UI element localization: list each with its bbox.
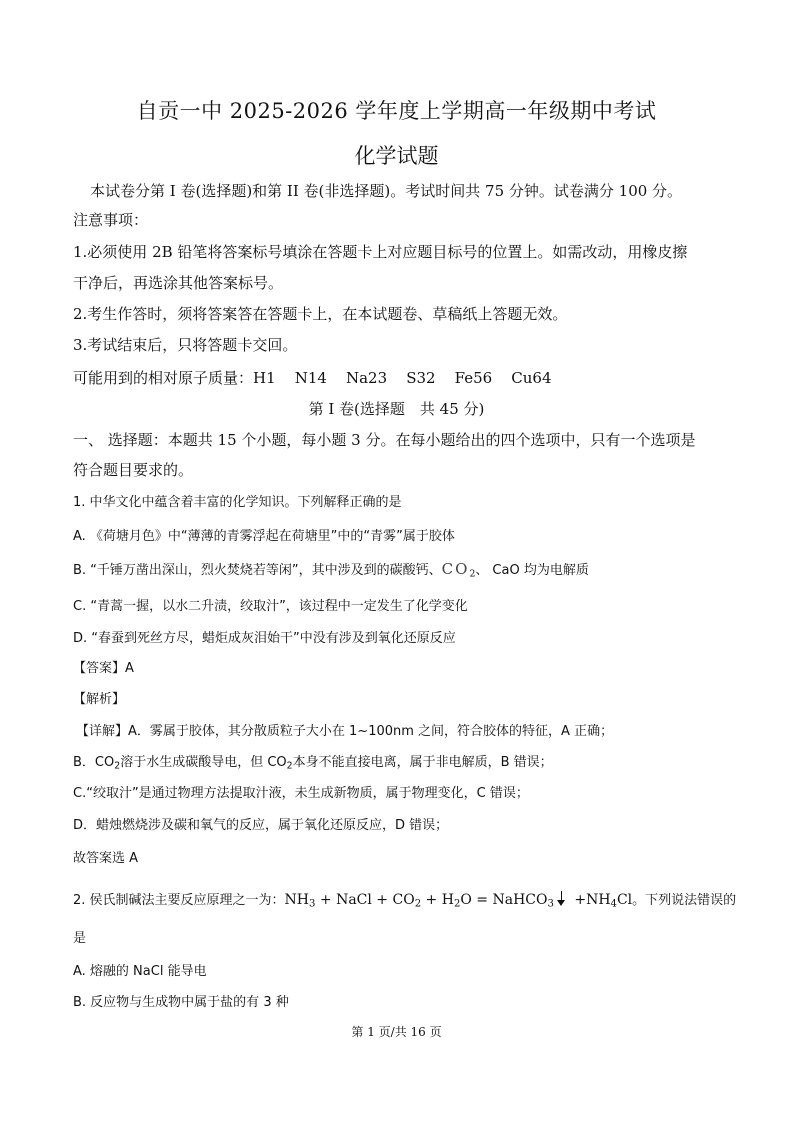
section-instruction-line-2: 符合题目要求的。 <box>73 461 194 479</box>
question-1-answer: 【答案】A <box>73 661 134 676</box>
question-2-option-a: A. 熔融的 NaCl 能导电 <box>73 964 207 979</box>
question-1-detail-a: 【详解】A．雾属于胶体，其分散质粒子大小在 1~100nm 之间，符合胶体的特征，A 正确； <box>76 724 614 739</box>
precipitate-arrow-icon <box>556 891 568 907</box>
question-2-equation: $NH_3$ + NaCl + $CO_2 + H_2O$ = NaHCO$_3$ $+NH_4Cl$ <box>284 892 633 910</box>
note-3: 3.考试结束后，只将答题卡交回。 <box>73 336 298 354</box>
note-1-line-1: 1.必须使用 2B 铅笔将答案标号填涂在答题卡上对应题目标号的位置上。如需改动，用橡皮擦 <box>73 243 688 261</box>
question-2-stem-line-2: 是 <box>73 931 87 946</box>
note-2: 2.考生作答时，须将答案答在答题卡上，在本试题卷、草稿纸上答题无效。 <box>73 305 568 323</box>
question-1-option-c: C. “青蒿一握，以水二升渍，绞取汁”，该过程中一定发生了化学变化 <box>73 599 468 614</box>
exam-subtitle: 化学试题 <box>354 144 439 168</box>
page-footer: 第 1 页/共 16 页 <box>351 1025 442 1039</box>
question-1-stem: 1. 中华文化中蕴含着丰富的化学知识。下列解释正确的是 <box>73 495 402 510</box>
question-1-analysis-label: 【解析】 <box>73 692 126 707</box>
question-1-option-d: D. “春蚕到死丝方尽，蜡炬成灰泪始干”中没有涉及到氧化还原反应 <box>73 631 456 646</box>
section-title: 第 I 卷(选择题 共 45 分) <box>308 400 485 418</box>
question-2-stem: 2. 侯氏制碱法主要反应原理之一为：$NH_3$ + NaCl + $CO_2 + H_2O$ = NaHCO$_3$ $+NH_4Cl$。下列说法错误的 <box>73 892 737 910</box>
question-1-detail-d: D．蜡烛燃烧涉及碳和氧气的反应，属于氧化还原反应，D 错误； <box>73 818 449 833</box>
question-1-option-a: A. 《荷塘月色》中“薄薄的青雾浮起在荷塘里”中的“青雾”属于胶体 <box>73 529 455 544</box>
atomic-masses: 可能用到的相对原子质量：H1 N14 Na23 S32 Fe56 Cu64 <box>73 369 552 387</box>
note-1-line-2: 干净后，再选涂其他答案标号。 <box>73 274 284 292</box>
exam-title: 自贡一中 2025-2026 学年度上学期高一年级期中考试 <box>136 99 657 123</box>
question-1-detail-b: B．$CO_2$溶于水生成碳酸导电，但 $CO_2$本身不能直接电离，属于非电解质，B 错误； <box>73 755 553 772</box>
question-2-option-b: B. 反应物与生成物中属于盐的有 3 种 <box>73 995 289 1010</box>
notes-heading: 注意事项： <box>73 211 149 229</box>
question-1-detail-c: C.“绞取汁”是通过物理方法提取汁液，未生成新物质，属于物理变化，C 错误； <box>73 786 529 801</box>
question-1-conclusion: 故答案选 A <box>73 851 139 866</box>
question-1-option-b: B. “千锤万凿出深山，烈火焚烧若等闲”，其中涉及到的碳酸钙、$CO_2$、 CaO 均为电解质 <box>73 560 589 580</box>
intro-line: 本试卷分第 I 卷(选择题)和第 II 卷(非选择题)。考试时间共 75 分钟。试卷满分 100 分。 <box>90 182 683 200</box>
section-instruction-line-1: 一、 选择题：本题共 15 个小题，每小题 3 分。在每小题给出的四个选项中，只有一个选项是 <box>73 431 696 449</box>
